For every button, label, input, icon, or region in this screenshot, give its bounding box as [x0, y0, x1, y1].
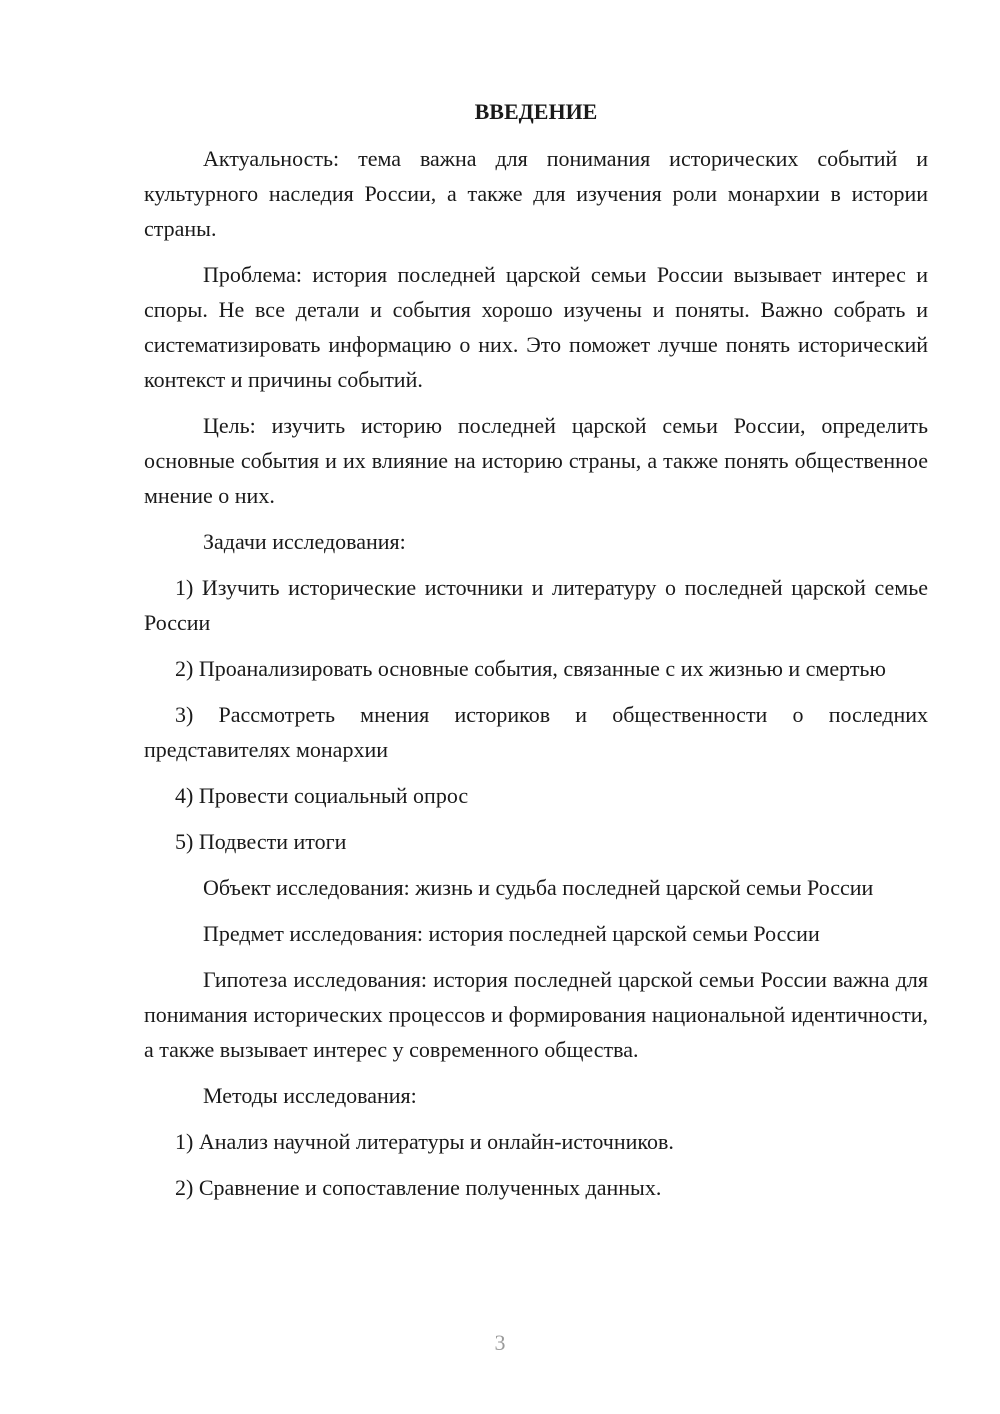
task-item-2: 2) Проанализировать основные события, связанные с их жизнью и смертью [175, 656, 886, 681]
page-number: 3 [494, 1330, 506, 1355]
section-title: ВВЕДЕНИЕ [474, 99, 598, 124]
task-item-3: 3) Рассмотреть мнения историков и общественности о последних представителях монархии [144, 702, 928, 762]
relevance-paragraph: Актуальность: тема важна для понимания исторических событий и культурного наследия России, а также для изучения роли монархии в истории страны. [144, 146, 928, 241]
tasks-heading: Задачи исследования: [203, 529, 406, 554]
methods-heading: Методы исследования: [203, 1083, 417, 1108]
hypothesis-paragraph: Гипотеза исследования: история последней царской семьи России важна для понимания исторических процессов и формирования национальной идентичности, а также вызывает интерес у современного общества. [144, 967, 928, 1062]
problem-paragraph: Проблема: история последней царской семьи России вызывает интерес и споры. Не все детали и события хорошо изучены и поняты. Важно собрать и систематизировать информацию о них. Это поможет лучше понять исторический контекст и причины событий. [144, 262, 928, 392]
goal-paragraph: Цель: изучить историю последней царской семьи России, определить основные события и их влияние на историю страны, а также понять общественное мнение о них. [144, 413, 928, 508]
object-paragraph: Объект исследования: жизнь и судьба последней царской семьи России [203, 875, 874, 900]
subject-paragraph: Предмет исследования: история последней царской семьи России [203, 921, 820, 946]
task-item-1: 1) Изучить исторические источники и литературу о последней царской семье России [144, 575, 928, 635]
document-page [144, 94, 928, 1216]
task-item-4: 4) Провести социальный опрос [175, 783, 469, 808]
task-item-5: 5) Подвести итоги [175, 829, 347, 854]
method-item-2: 2) Сравнение и сопоставление полученных данных. [175, 1175, 662, 1200]
method-item-1: 1) Анализ научной литературы и онлайн-источников. [175, 1129, 674, 1154]
